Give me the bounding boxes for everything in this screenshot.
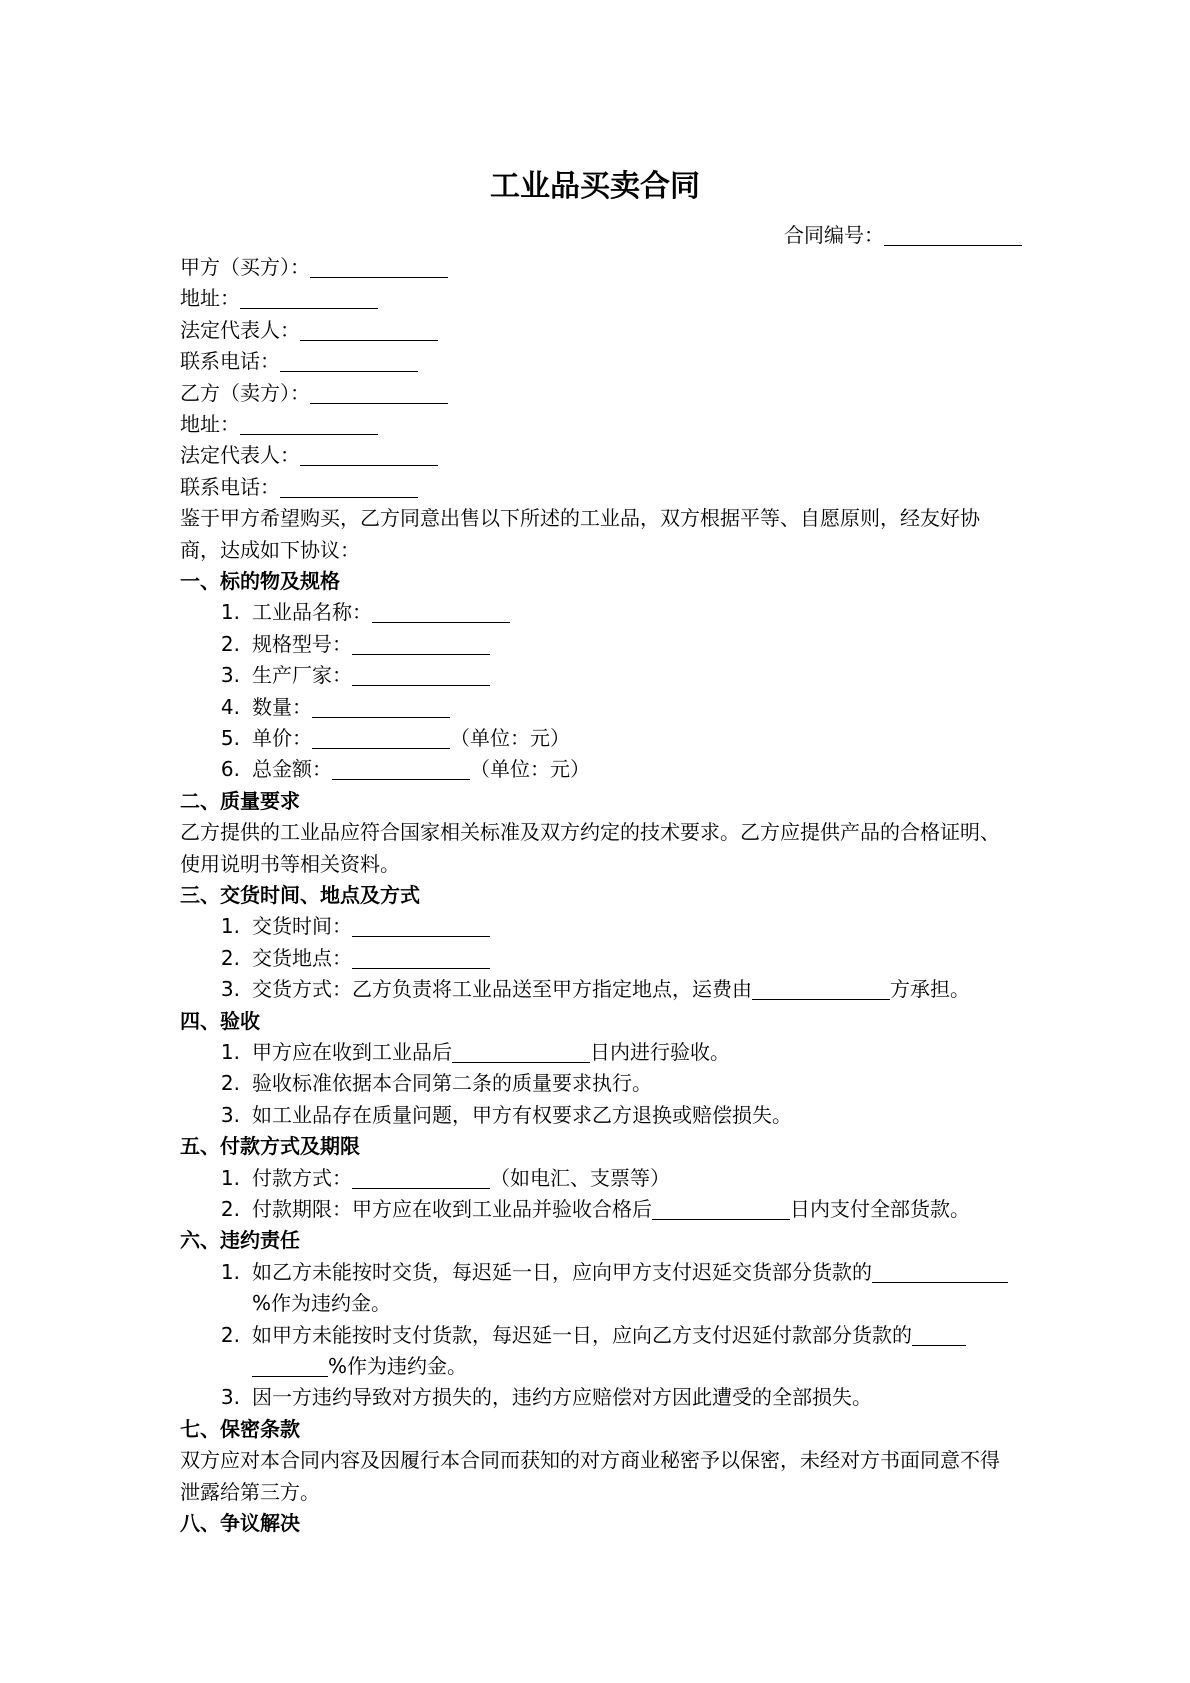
freight-party-blank[interactable] [752,977,890,1000]
seller-blank[interactable] [310,381,448,404]
buyer-label: 甲方（买方）： [180,255,310,279]
item-number: 3. [220,1102,240,1127]
seller-phone-blank[interactable] [280,475,418,498]
buyer-address-label: 地址： [180,286,240,311]
section-3-list [180,911,1016,1005]
item-label: 工业品名称： [252,600,372,625]
quantity-blank[interactable] [312,695,450,718]
section-1-list [180,597,1016,785]
unit-price-blank[interactable] [312,726,450,749]
buyer-phone-blank[interactable] [280,349,418,372]
list-item [180,1257,1016,1320]
section-4-heading: 四、验收 [180,1008,260,1033]
item-label: 如甲方未能按时支付货款，每迟延一日，应向乙方支付迟延付款部分货款的 [252,1322,912,1347]
section-4-list [180,1037,1016,1131]
list-item [180,1068,1016,1099]
buyer-phone-label: 联系电话： [180,349,280,374]
item-label: 生产厂家： [252,663,352,688]
buyer-blank[interactable] [310,255,448,278]
list-item [180,629,1016,660]
item-label: 交货地点： [252,945,352,970]
item-number: 1. [220,1165,240,1190]
section-6-heading: 六、违约责任 [180,1228,300,1253]
item-label: 交货方式：乙方负责将工业品送至甲方指定地点，运费由 [252,977,752,1002]
item-label: 付款方式： [252,1165,352,1190]
buyer-rep-blank[interactable] [300,318,438,341]
contract-number-label: 合同编号： [784,223,884,247]
seller-address-blank[interactable] [240,412,378,435]
item-text: 验收标准依据本合同第二条的质量要求执行。 [252,1071,652,1096]
item-suffix: 日内支付全部货款。 [790,1196,970,1221]
list-item [180,1194,1016,1225]
item-number: 2. [220,631,240,656]
list-item [180,1037,1016,1068]
item-label: 规格型号： [252,631,352,656]
contract-title: 工业品买卖合同 [490,169,700,204]
buyer-rep-label: 法定代表人： [180,317,300,342]
seller-address-line [180,409,1016,440]
item-number: 2. [220,1196,240,1221]
item-label: 如乙方未能按时交货，每迟延一日，应向甲方支付迟延交货部分货款的 [252,1259,872,1284]
buyer-address-line [180,283,1016,314]
seller-rep-label: 法定代表人： [180,443,300,468]
item-number: 6. [220,757,240,782]
item-label: 数量： [252,694,312,719]
seller-rep-line [180,440,1016,471]
item-number: 1. [220,1259,240,1284]
item-number: 1. [220,600,240,625]
section-5-list [180,1163,1016,1226]
item-number: 3. [220,1385,240,1410]
item-label: 交货时间： [252,914,352,939]
buyer-line [180,252,1016,283]
seller-line [180,378,1016,409]
item-suffix: %作为违约金。 [328,1354,468,1378]
late-payment-rate-blank-cont[interactable] [252,1354,328,1377]
section-2-text: 乙方提供的工业品应符合国家相关标准及双方约定的技术要求。乙方应提供产品的合格证明、使用说明书等相关资料。 [180,820,1000,876]
item-label: 单价： [252,725,312,750]
item-suffix: 日内进行验收。 [590,1039,730,1064]
item-suffix: %作为违约金。 [252,1291,392,1316]
seller-phone-label: 联系电话： [180,474,280,499]
section-7-heading: 七、保密条款 [180,1416,300,1441]
list-item [180,974,1016,1005]
item-label: 甲方应在收到工业品后 [252,1039,452,1064]
seller-address-label: 地址： [180,411,240,436]
section-6-list [180,1257,1016,1414]
item-number: 2. [220,1071,240,1096]
late-payment-rate-blank[interactable] [912,1323,966,1346]
seller-label: 乙方（卖方）： [180,380,310,405]
payment-method-blank[interactable] [352,1166,490,1189]
item-text: 因一方违约导致对方损失的，违约方应赔偿对方因此遭受的全部损失。 [252,1385,872,1410]
item-text: 如工业品存在质量问题，甲方有权要求乙方退换或赔偿损失。 [252,1102,792,1127]
delivery-time-blank[interactable] [352,914,490,937]
delivery-place-blank[interactable] [352,946,490,969]
item-suffix: （如电汇、支票等） [490,1165,670,1190]
list-item [180,911,1016,942]
buyer-phone-line [180,346,1016,377]
list-item [180,660,1016,691]
item-number: 3. [220,663,240,688]
section-1-heading: 一、标的物及规格 [180,568,340,593]
section-8-heading: 八、争议解决 [180,1511,300,1536]
list-item [180,1382,1016,1413]
contract-body [180,252,1016,1539]
item-number: 2. [220,1322,240,1347]
section-2-heading: 二、质量要求 [180,788,300,813]
inspection-days-blank[interactable] [452,1040,590,1063]
list-item [180,1100,1016,1131]
section-5-heading: 五、付款方式及期限 [180,1134,360,1159]
item-label: 总金额： [252,757,332,782]
item-number: 1. [220,914,240,939]
total-amount-blank[interactable] [332,757,470,780]
buyer-rep-line [180,315,1016,346]
manufacturer-blank[interactable] [352,663,490,686]
item-number: 1. [220,1039,240,1064]
list-item [180,943,1016,974]
contract-number-line [784,221,1022,249]
list-item [180,723,1016,754]
item-number: 5. [220,725,240,750]
buyer-address-blank[interactable] [240,286,378,309]
product-name-blank[interactable] [372,600,510,623]
list-item [180,692,1016,723]
late-delivery-rate-blank[interactable] [872,1260,978,1283]
list-item [180,1320,1016,1383]
item-number: 3. [220,977,240,1002]
section-3-heading: 三、交货时间、地点及方式 [180,882,420,907]
payment-days-blank[interactable] [652,1197,790,1220]
model-blank[interactable] [352,632,490,655]
late-delivery-rate-blank-cont[interactable] [978,1260,1008,1283]
item-number: 2. [220,945,240,970]
seller-phone-line [180,472,1016,503]
contract-number-blank[interactable] [884,223,1022,246]
list-item [180,754,1016,785]
item-suffix: 方承担。 [890,977,970,1002]
list-item [180,597,1016,628]
section-7-text: 双方应对本合同内容及因履行本合同而获知的对方商业秘密予以保密，未经对方书面同意不得泄露给第三方。 [180,1448,1000,1504]
item-number: 4. [220,694,240,719]
list-item [180,1163,1016,1194]
item-suffix: （单位：元） [470,757,590,782]
seller-rep-blank[interactable] [300,443,438,466]
item-label: 付款期限：甲方应在收到工业品并验收合格后 [252,1196,652,1221]
item-suffix: （单位：元） [450,725,570,750]
intro-paragraph: 鉴于甲方希望购买，乙方同意出售以下所述的工业品，双方根据平等、自愿原则，经友好协商，达成如下协议： [180,506,980,562]
